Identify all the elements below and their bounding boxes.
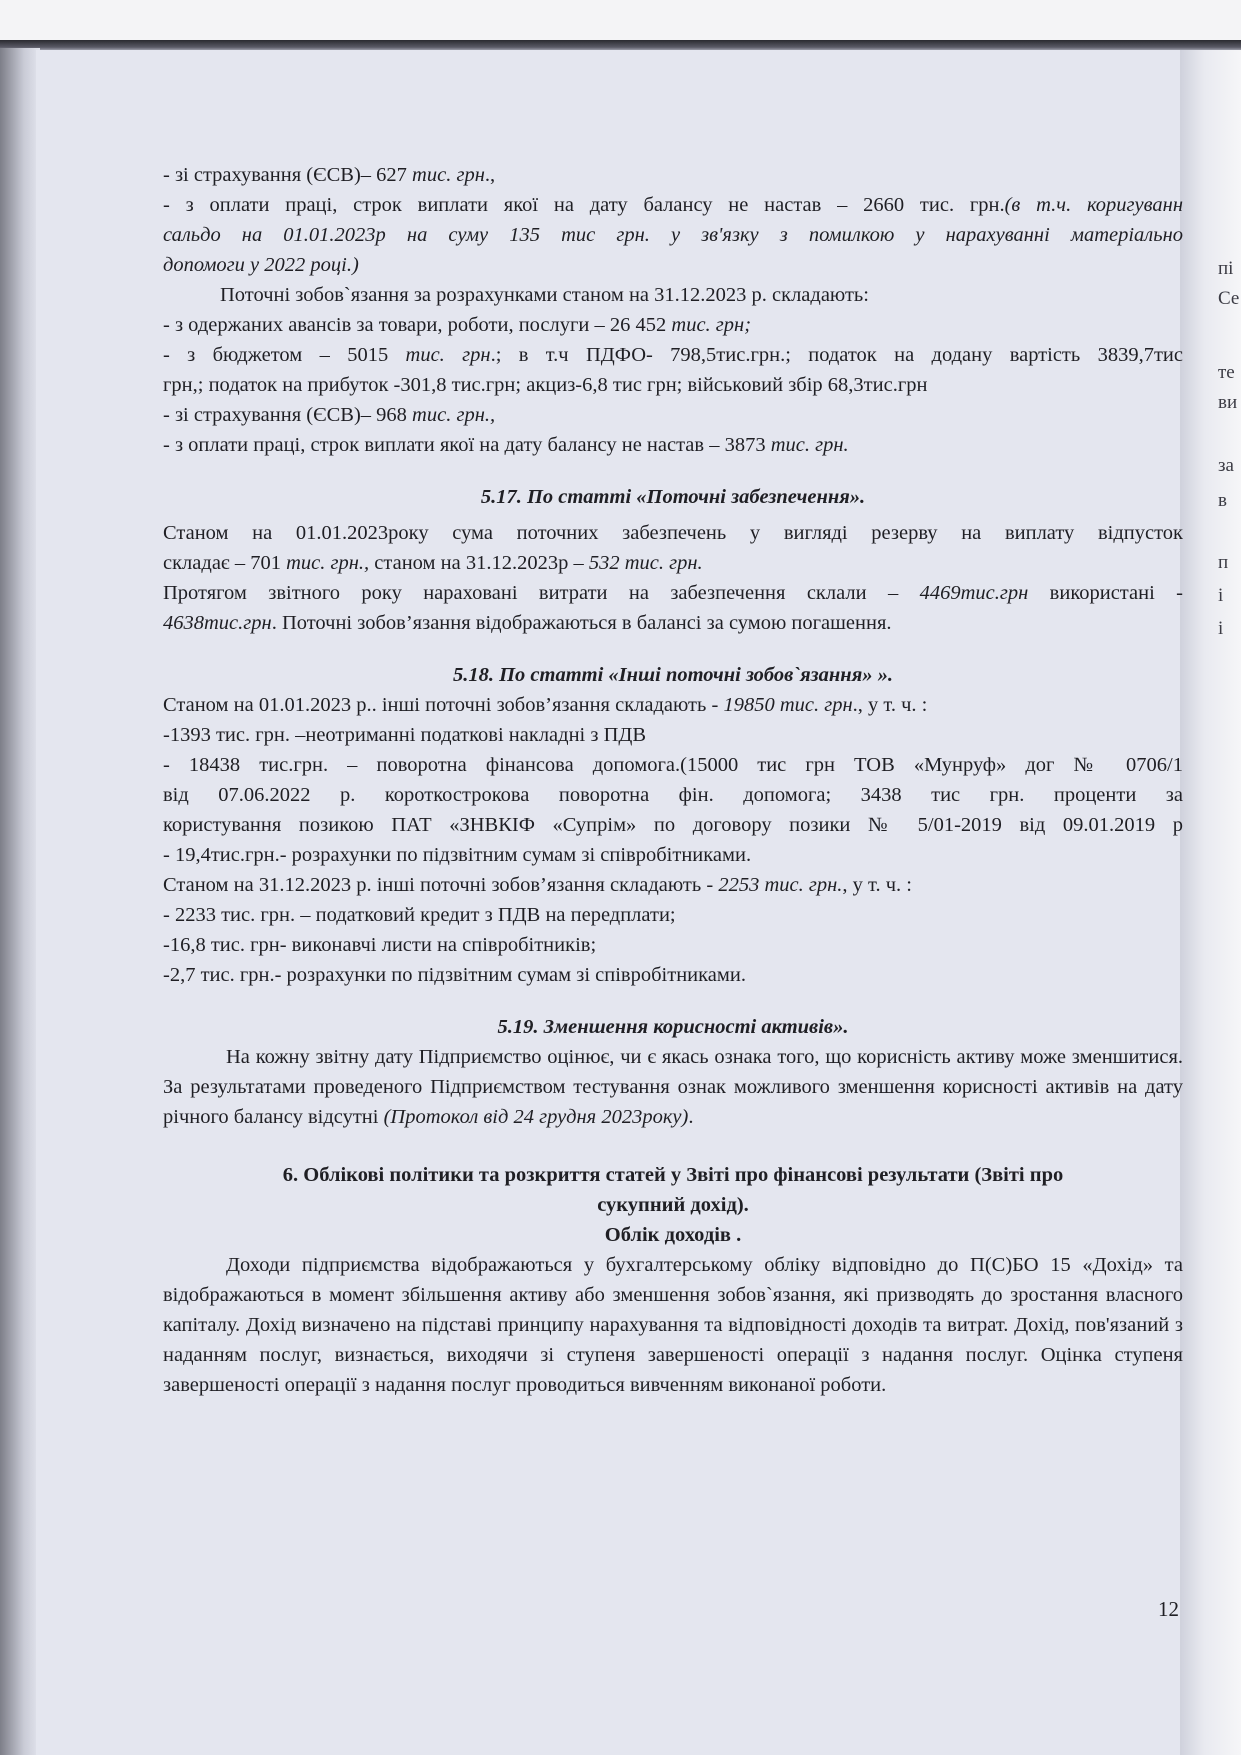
text-run: . Поточні зобов’язання відображаються в балансі за сумою погашення. [271,612,892,634]
text-run: - з оплати праці, строк виплати якої на дату балансу не настав – 3873 [163,434,771,456]
scan-left-shadow [0,48,40,1755]
italic-text-run: 4469тис.грн [919,582,1029,604]
liability-line [163,430,1183,460]
text-run: .; в т.ч ПДФО- 798,5тис.грн.; податок на додану вартість 3839,7тис [490,344,1183,366]
italic-text-run: сальдо на 01.01.2023р на суму 135 тис грн. у зв'язку з помилкою у нарахуванні матеріально [163,224,1183,246]
text-run: . [688,1106,694,1128]
bleed-text: те [1218,362,1235,383]
text-run: - зі страхування (ЄСВ)– 968 [163,404,413,426]
paragraph-line [163,548,1183,578]
italic-text-run: тис. грн., [412,404,496,426]
text-run: - з оплати праці, строк виплати якої на дату балансу не настав – 2660 тис. грн. [163,194,1005,216]
text-run: - 19,4тис.грн.- розрахунки по підзвітним сумам зі співробітниками. [163,844,752,866]
paragraph [163,1042,1183,1132]
paragraph-line [163,780,1183,810]
text-run: -2,7 тис. грн.- розрахунки по підзвітним сумам зі співробітниками. [163,964,746,986]
liability-line [163,160,1183,190]
bleed-text: пі [1218,258,1234,279]
liability-line [163,220,1183,250]
text-run: Станом на 01.01.2023року сума поточних забезпечень у вигляді резерву на виплату відпусток [163,522,1183,544]
subsection-heading [163,1220,1183,1250]
paragraph-line [163,750,1183,780]
paragraph-line [163,720,1183,750]
liability-line [163,400,1183,430]
paragraph-line [163,930,1183,960]
paragraph-line [163,690,1183,720]
italic-text-run: 4638тис.грн [163,612,272,634]
section-heading-6-cont [163,1190,1183,1220]
paragraph-line [163,960,1183,990]
bleed-text: Се [1218,288,1240,309]
text-run: 5.19. Зменшення корисності активів». [497,1016,849,1038]
text-run: 5.17. По статті «Поточні забезпечення». [480,486,866,508]
text-run: ., [484,164,496,186]
italic-text-run: допомоги у 2022 році.) [163,254,359,276]
italic-text-run: тис. грн [412,164,485,186]
italic-text-run: - 19850 тис. грн [711,694,853,716]
text-run: , у т. ч. : [842,874,912,896]
text-run: Доходи підприємства відображаються у бухгалтерському обліку відповідно до П(С)БО 15 «Дохід» та відображаються в момент збільшення активу або зменшення зобов`язання, які призводять до зростання власного капіталу. Дохід визначено на підставі принципу нарахування та відповідності доходів та витрат. Дохід, пов'язаний з наданням послуг, визнається, виходячи зі ступеня завершеності операції з надання послуг. Оцінка ступеня завершеності операції з надання послуг проводиться вивченням виконаної роботи. [163,1254,1183,1396]
text-run: - з бюджетом – 5015 [163,344,406,366]
page-number: 12 [1158,1597,1179,1621]
bleed-text: п [1218,552,1229,573]
text-run: 5.18. По статті «Інші поточні зобов`язання» ». [452,664,894,686]
italic-text-run: (Протокол від 24 грудня 2023року) [383,1106,689,1128]
text-run: станом на 31.12.2023р – [369,552,589,574]
text-run: грн,; податок на прибуток -301,8 тис.грн; акциз-6,8 тис грн; військовий збір 68,3тис.грн [163,374,928,396]
bleed-text: і [1218,585,1224,606]
section-heading-6 [163,1160,1183,1190]
italic-text-run: тис. грн., [286,552,370,574]
text-run: Поточні зобов`язання за розрахунками станом на 31.12.2023 р. складають: [220,284,869,306]
liability-line [163,340,1183,370]
text-run: 6. Облікові політики та розкриття статей у Звіті про фінансові результати (Звіті про [282,1164,1064,1186]
paragraph-line [163,810,1183,840]
liability-line [163,370,1183,400]
italic-text-run: тис. грн [405,344,491,366]
text-run: використані - [1028,582,1183,604]
text-run: Станом на 31.12.2023 р. інші поточні зобов’язання складають [163,874,707,896]
text-run: -1393 тис. грн. –неотриманні податкові накладні з ПДВ [163,724,647,746]
paragraph-line [163,518,1183,548]
text-run: Станом на 01.01.2023 р.. інші поточні зобов’язання складають [163,694,712,716]
text-run: -16,8 тис. грн- виконавчі листи на співробітників; [163,934,597,956]
italic-text-run: - 2253 тис. грн. [706,874,843,896]
text-run: - зі страхування (ЄСВ)– 627 [163,164,413,186]
text-run: На кожну звітну дату Підприємство оцінює, чи є якась ознака того, що корисність активу може зменшитися. За результатами проведеного Підприємством тестування ознак можливого зменшення корисності активів на дату річного балансу відсутні [163,1046,1183,1128]
text-run: від 07.06.2022 р. короткострокова поворотна фін. допомога; 3438 тис грн. проценти за [163,784,1183,806]
liability-line [163,190,1183,220]
bleed-text: і [1218,618,1224,639]
bleed-text: за [1218,455,1234,476]
text-run: Протягом звітного року нараховані витрати на забезпечення склали – [163,582,920,604]
italic-text-run: (в т.ч. коригуванн [1004,194,1183,216]
paragraph-line [163,578,1183,608]
paragraph-line [163,900,1183,930]
italic-text-run: тис. грн. [770,434,849,456]
text-run: - 18438 тис.грн. – поворотна фінансова допомога.(15000 тис грн ТОВ «Мунруф» дог № 0706/1 [163,754,1183,776]
document-body [163,160,1183,1400]
section-heading-5-19 [163,1012,1183,1042]
text-run: користування позикою ПАТ «ЗНВКІФ «Супрім» по договору позики № 5/01-2019 від 09.01.2019 р [163,814,1183,836]
paragraph-line [163,840,1183,870]
paragraph [163,280,1183,310]
liability-line [163,250,1183,280]
bleed-text: ви [1218,392,1238,413]
text-run: Облік доходів . [604,1224,742,1246]
text-run: сукупний дохід). [597,1194,749,1216]
paragraph-line [163,870,1183,900]
section-heading-5-18 [163,660,1183,690]
text-run: - 2233 тис. грн. – податковий кредит з ПДВ на передплати; [163,904,676,926]
text-run: ., у т. ч. : [852,694,928,716]
italic-text-run: тис. грн; [671,314,752,336]
paragraph [163,1250,1183,1400]
italic-text-run: 532 тис. грн. [588,552,703,574]
bleed-text: в [1218,490,1227,511]
text-run: складає – 701 [163,552,287,574]
liability-line [163,310,1183,340]
section-heading-5-17 [163,482,1183,512]
paragraph-line [163,608,1183,638]
text-run: - з одержаних авансів за товари, роботи, послуги – 26 452 [163,314,672,336]
